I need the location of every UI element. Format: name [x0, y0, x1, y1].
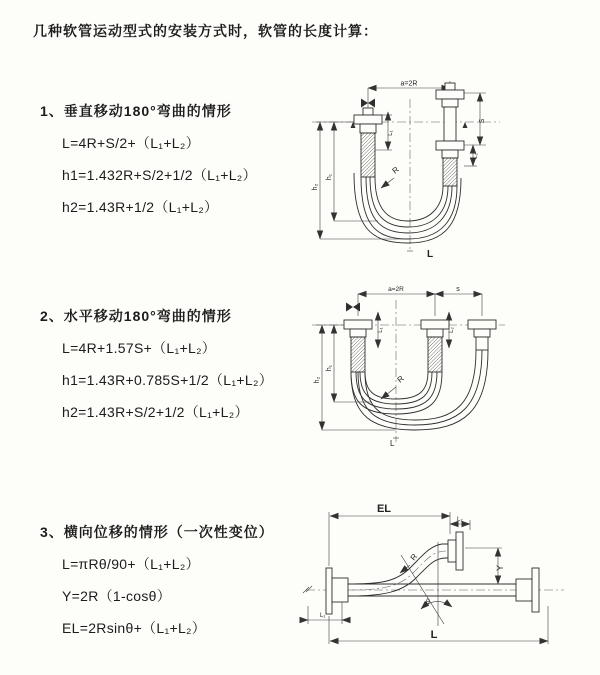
dim-label-r: R [408, 552, 420, 563]
section-1-formula-L: L=4R+S/2+（L₁+L₂） [62, 135, 200, 151]
hose-u-curves-wide [351, 350, 488, 430]
section-2-formula-L: L=4R+1.57S+（L₁+L₂） [62, 340, 217, 356]
y-dimension [465, 548, 505, 584]
section-1-formula-h2: h2=1.43R+1/2（L₁+L₂） [62, 199, 219, 215]
diagram-vertical-180-bend [300, 75, 590, 260]
section-3-formula-Y: Y=2R（1-cosθ） [62, 588, 172, 604]
section-1-heading: 1、垂直移动180°弯曲的情形 [40, 103, 232, 119]
dim-label-h2: h₂ [312, 183, 319, 191]
dim-label-r: R [395, 373, 406, 385]
dim-label-l: L [427, 249, 434, 260]
left-hose-fitting [344, 320, 372, 372]
section-1-formula-h1: h1=1.432R+S/2+1/2（L₁+L₂） [62, 167, 257, 183]
left-hose-fitting [354, 108, 382, 177]
s-dimension [464, 93, 486, 166]
s-curve-hose-displaced [348, 532, 463, 596]
dim-label-l1: L₁ [378, 327, 384, 333]
centerline-break-mark [303, 586, 312, 593]
dim-label-l1: L₁ [388, 130, 394, 136]
dim-label-el: EL [376, 503, 392, 515]
section-2-formula-h1: h1=1.43R+0.785S+1/2（L₁+L₂） [62, 372, 273, 388]
top-dimensions [358, 286, 482, 316]
radius-label [381, 165, 401, 188]
dim-label-l1: L₁ [320, 613, 326, 619]
dim-label-r: R [390, 164, 401, 176]
page-title: 几种软管运动型式的安装方式时，软管的长度计算： [33, 23, 378, 39]
section-3-formula-L: L=πRθ/90+（L₁+L₂） [62, 556, 200, 572]
l2-dimension [449, 312, 455, 348]
dim-label-l2: L₂ [457, 517, 463, 523]
section-3-heading: 3、横向位移的情形（一次性变位） [40, 524, 274, 540]
dim-label-a2r: a=2R [400, 80, 418, 88]
dim-label-s: S [479, 118, 486, 124]
dim-label-l: L [390, 439, 395, 448]
l1-dimension [378, 312, 384, 348]
dim-label-l2: L₂ [473, 153, 479, 159]
section-2-heading: 2、水平移动180°弯曲的情形 [40, 308, 232, 324]
right-hose-fitting [436, 83, 464, 186]
dim-label-a2r: a=2R [388, 286, 404, 293]
valve-icon [346, 303, 360, 312]
left-flange [326, 568, 348, 614]
section-3-formula-EL: EL=2Rsinθ+（L₁+L₂） [62, 620, 207, 636]
right-hose-fitting-moved [468, 320, 496, 350]
dim-label-y: Y [495, 564, 505, 572]
l1-dimension-bottom-left [301, 602, 349, 624]
l-dimension-bottom [329, 606, 548, 644]
dim-label-h1: h₁ [326, 173, 333, 181]
radius-label [381, 374, 406, 399]
h-dimensions [312, 122, 406, 239]
diagram-lateral-displacement [300, 498, 600, 658]
middle-hose-fitting [421, 320, 449, 372]
dim-label-l: L [430, 629, 438, 641]
angle-label-theta: θ [426, 599, 430, 606]
section-2-formula-h2: h2=1.43R+S/2+1/2（L₁+L₂） [62, 404, 249, 420]
dim-label-l2: L₂ [449, 327, 455, 333]
diagram-horizontal-180-bend [300, 280, 590, 460]
dim-label-h1: h₁ [326, 364, 333, 372]
dim-label-h2: h₂ [314, 376, 321, 384]
dim-label-s: s [456, 286, 460, 293]
